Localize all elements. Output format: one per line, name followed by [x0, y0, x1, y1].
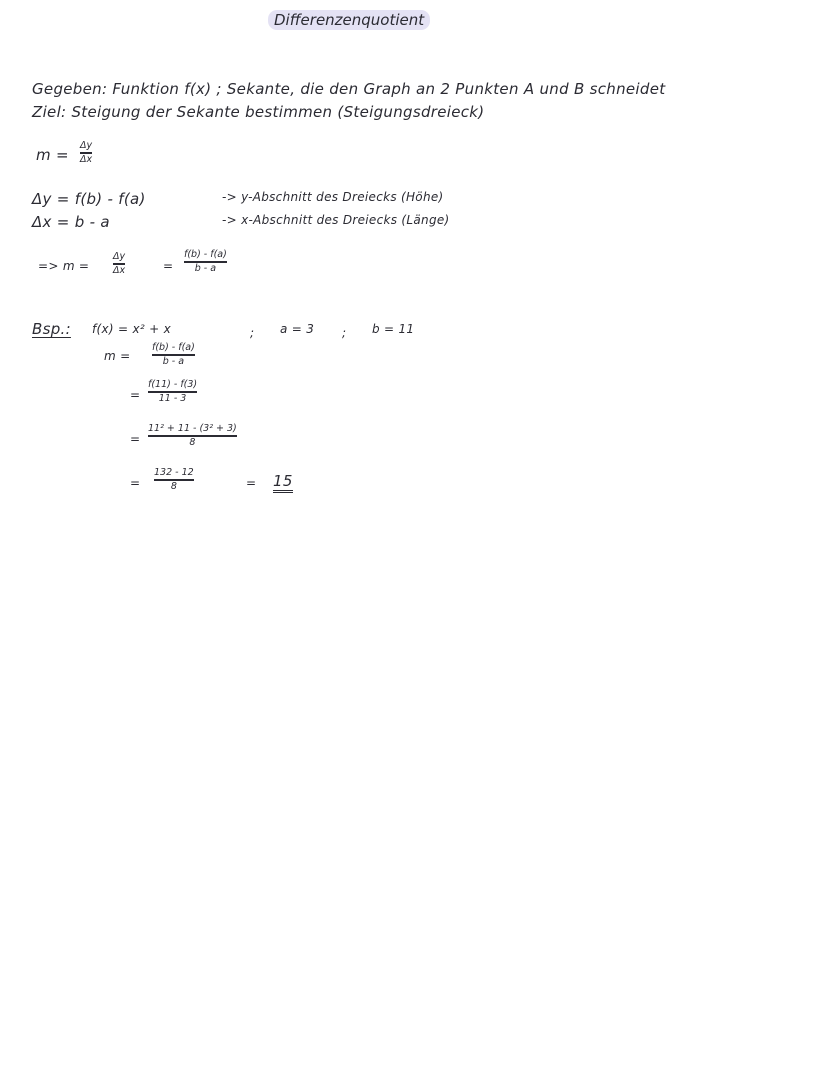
def-fraction [80, 141, 92, 165]
example-step4-fraction [154, 468, 194, 492]
step3-denominator: 8 [189, 436, 196, 448]
conclusion-numerator: Δy [113, 251, 126, 262]
step3-equals: = [130, 432, 141, 446]
example-label: Bsp.: [32, 320, 71, 338]
goal-line: Ziel: Steigung der Sekante bestimmen (Steigungsdreieck) [32, 103, 485, 121]
step2-equals: = [130, 388, 141, 402]
conclusion-fraction-delta [113, 252, 125, 276]
example-function: f(x) = x² + x [92, 322, 171, 336]
step2-numerator: f(11) - f(3) [148, 379, 198, 390]
conclusion-denominator: Δx [113, 264, 126, 276]
result-value: 15 [273, 472, 293, 493]
dy-expression: Δy = f(b) - f(a) [32, 190, 146, 208]
conclusion-equals: = [163, 259, 174, 273]
def-numerator: Δy [80, 140, 93, 151]
def-denominator: Δx [80, 153, 93, 165]
dy-note: -> y-Abschnitt des Dreiecks (Höhe) [222, 190, 444, 204]
given-line: Gegeben: Funktion f(x) ; Sekante, die den Graph an 2 Punkten A und B schneidet [32, 80, 666, 98]
example-m-label: m = [104, 349, 131, 363]
example-separator-2: ; [342, 326, 347, 340]
def-m-label: m = [36, 146, 69, 164]
example-step1-fraction [152, 343, 195, 367]
dx-expression: Δx = b - a [32, 213, 110, 231]
example-b-value: b = 11 [372, 322, 415, 336]
step4-denominator: 8 [170, 480, 177, 492]
conclusion-f-denominator: b - a [194, 262, 217, 274]
dx-note: -> x-Abschnitt des Dreiecks (Länge) [222, 213, 450, 227]
example-a-value: a = 3 [280, 322, 315, 336]
step1-numerator: f(b) - f(a) [152, 342, 195, 353]
example-step3-fraction [148, 424, 237, 448]
example-step2-fraction [148, 380, 197, 404]
step4-numerator: 132 - 12 [154, 467, 194, 478]
example-separator-1: ; [250, 326, 255, 340]
conclusion-m-label: => m = [38, 259, 90, 273]
conclusion-fraction-f [184, 250, 227, 274]
step1-denominator: b - a [162, 355, 185, 367]
step3-numerator: 11² + 11 - (3² + 3) [148, 423, 237, 434]
step2-denominator: 11 - 3 [158, 392, 187, 404]
result-equals: = [246, 476, 257, 490]
page-title: Differenzenquotient [268, 10, 430, 30]
step4-equals: = [130, 476, 141, 490]
conclusion-f-numerator: f(b) - f(a) [184, 249, 227, 260]
